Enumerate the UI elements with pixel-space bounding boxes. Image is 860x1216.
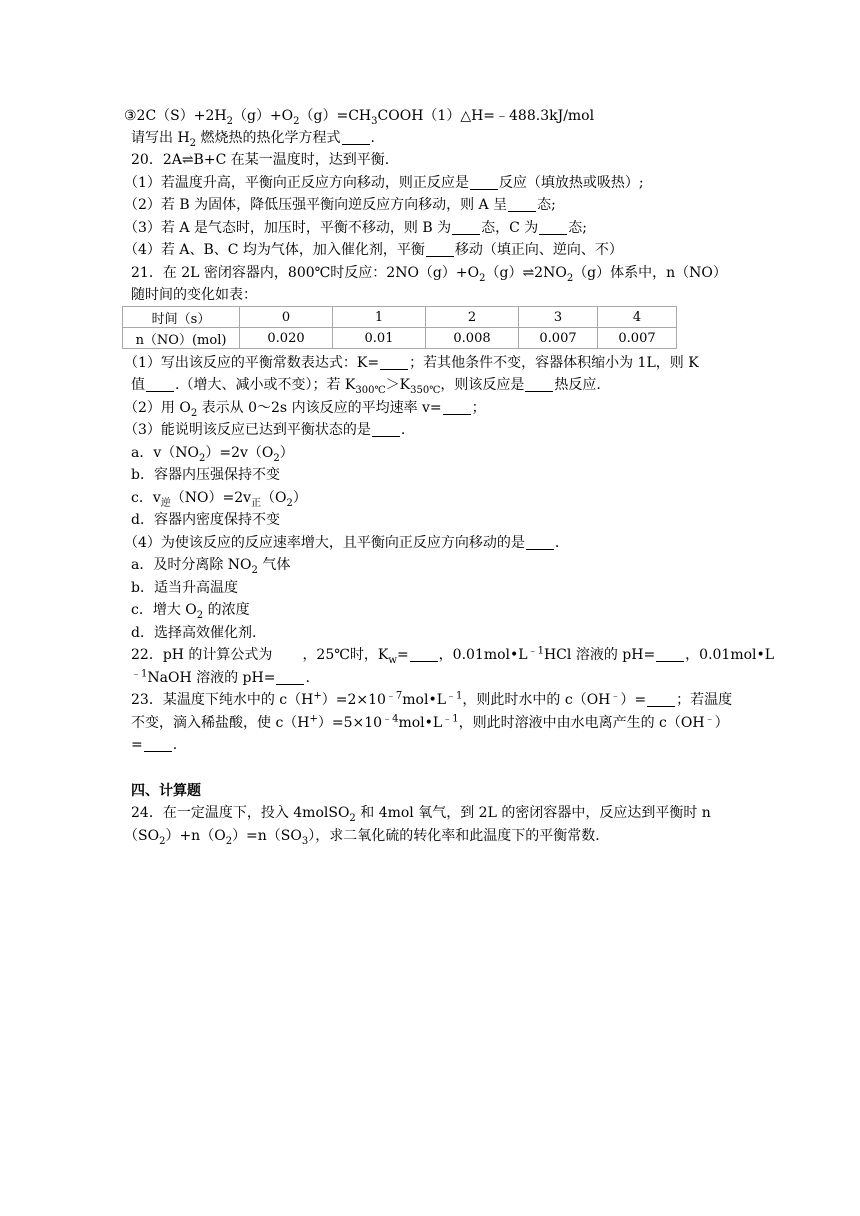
table-row (123, 307, 677, 328)
question-22-cont: $^{﹣1}$NaOH 溶液的 pH= . (131, 668, 310, 686)
answer-blank (526, 535, 554, 550)
question-21-part-3: （3）能说明该反应已达到平衡状态的是 . (124, 422, 406, 438)
question-20: 20．2A⇌B+C 在某一温度时，达到平衡. (131, 152, 390, 168)
question-19-prompt: 请写出 $H_2$ 燃烧热的热化学方程式 . (131, 130, 375, 149)
answer-blank (372, 422, 400, 437)
table-cell: 1 (333, 307, 426, 328)
answer-blank (525, 377, 553, 392)
table-cell: 2 (426, 307, 519, 328)
table-cell: 时间（s） (123, 307, 240, 328)
answer-blank (410, 647, 438, 662)
question-23: 23．某温度下纯水中的 $c(H^+)=2\times 10^{﹣7}mol•L^{﹣1}$，则此时水中的 c（OH﹣）= ；若温度 (131, 690, 733, 708)
option-b: b．适当升高温度 (131, 580, 238, 596)
question-21-intro-cont: 随时间的变化如表： (131, 287, 257, 303)
question-21-part-4: （4）为使该反应的反应速率增大，且平衡向正反应方向移动的是 . (124, 535, 560, 551)
question-21-part-1-cont: 值 .（增大、减小或不变）；若 $K_{300℃}>K_{350℃}$，则该反应是 热反应. (131, 377, 601, 396)
no-concentration-table (122, 306, 677, 349)
table-cell: 4 (598, 307, 677, 328)
answer-blank (276, 670, 304, 685)
question-20-part-4: （4）若 A、B、C 均为气体，加入催化剂，平衡 移动（填正向、逆向、不） (124, 242, 623, 258)
answer-blank (146, 377, 174, 392)
answer-blank (144, 737, 172, 752)
equation-line-3: $③2C(S)+2H_2(g)+O_2(g)=CH_3COOH(1)\triangle H=﹣488.3kJ$/mol (124, 108, 595, 127)
option-d: d．选择高效催化剂. (131, 625, 257, 641)
option-c: c．增大 $O_2$ 的浓度 (131, 602, 250, 621)
table-cell: 0.01 (333, 328, 426, 349)
question-22: 22．pH 的计算公式为 ，25℃时，$K_w=$ ，$0.01mol•L^{﹣1}HCl$ 溶液的 pH= ，0.01mol•L (131, 645, 775, 666)
option-a: a．及时分离除 $NO_2$ 气体 (131, 557, 291, 576)
question-21-part-1: （1）写出该反应的平衡常数表达式：K= ；若其他条件不变，容器体积缩小为 1L，则 K (124, 355, 699, 371)
option-d: d．容器内密度保持不变 (131, 512, 280, 528)
answer-blank (380, 355, 408, 370)
answer-blank (452, 220, 480, 235)
question-23-cont-2: = . (131, 737, 178, 753)
table-cell: 3 (519, 307, 598, 328)
question-21-part-2: （2）用 $O_2$ 表示从 0～2s 内该反应的平均速率 v= ； (124, 400, 486, 419)
question-20-part-2: （2）若 B 为固体，降低压强平衡向逆反应方向移动，则 A 呈 态; (124, 197, 556, 213)
table-cell: 0.020 (240, 328, 333, 349)
question-24-cont: $(SO_2)+n(O_2)=n(SO_3)$，求二氧化硫的转化率和此温度下的平衡常数. (124, 828, 600, 847)
table-cell: 0.007 (598, 328, 677, 349)
question-23-cont: 不变，滴入稀盐酸，使 $c(H^+)=5\times 10^{﹣4}mol•L^{﹣1}$，则此时溶液中由水电离产生的 c（OH﹣） (131, 713, 729, 731)
answer-blank (539, 220, 567, 235)
option-a: a．$v(NO_2)=2v(O_2)$ (131, 445, 294, 464)
table-cell: n（NO）(mol) (123, 328, 240, 349)
table-cell: 0.007 (519, 328, 598, 349)
question-20-part-3: （3）若 A 是气态时，加压时，平衡不移动，则 B 为 态，C 为 态; (124, 220, 587, 236)
option-c: c．$v_逆(NO)=2v_正(O_2)$ (131, 490, 307, 509)
answer-blank (426, 242, 454, 257)
answer-blank (342, 130, 370, 145)
answer-blank (647, 692, 675, 707)
question-21-intro: 21．在 2L 密闭容器内，800℃时反应：$2NO(g)+O_2(g)\rightleftharpoons 2NO_2(g)$体系中，n（NO） (131, 265, 727, 284)
answer-blank (508, 197, 536, 212)
table-row (123, 328, 677, 349)
answer-blank (443, 400, 471, 415)
option-b: b．容器内压强保持不变 (131, 467, 280, 483)
table-cell: 0.008 (426, 328, 519, 349)
section-heading: 四、计算题 (131, 783, 201, 799)
answer-blank (470, 175, 498, 190)
question-24: 24．在一定温度下，投入 4molSO$_2$ 和 4mol 氧气，到 2L 的密闭容器中，反应达到平衡时 n (131, 805, 711, 824)
table-cell: 0 (240, 307, 333, 328)
question-20-part-1: （1）若温度升高，平衡向正反应方向移动，则正反应是 反应（填放热或吸热）; (124, 175, 644, 191)
answer-blank (656, 647, 684, 662)
